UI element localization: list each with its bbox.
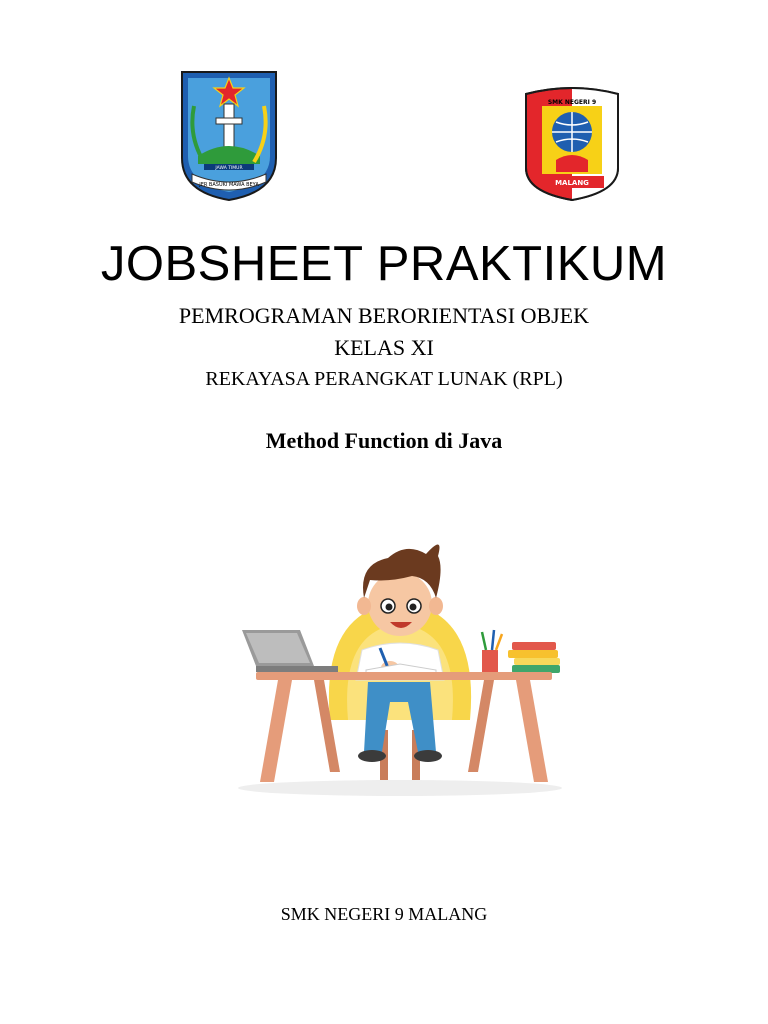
logo-label: MALANG (555, 179, 589, 187)
program-line: REKAYASA PERANGKAT LUNAK (RPL) (205, 368, 563, 390)
school-name: SMK NEGERI 9 MALANG (280, 904, 488, 924)
smkn9-malang-logo (520, 84, 624, 204)
logo-arc-text: SMK NEGERI 9 (547, 99, 597, 106)
page-title: JOBSHEET PRAKTIKUM (100, 237, 668, 291)
topic-heading: Method Function di Java (265, 428, 503, 453)
subject-line: PEMROGRAMAN BERORIENTASI OBJEK (178, 303, 590, 328)
emblem-banner-top: JAWA TIMUR (215, 166, 243, 171)
class-line: KELAS XI (334, 335, 434, 360)
student-at-desk-illustration (230, 520, 570, 800)
emblem-banner-bottom: JER BASUKI MAWA BEYA (199, 182, 259, 188)
jawa-timur-emblem (176, 66, 282, 204)
